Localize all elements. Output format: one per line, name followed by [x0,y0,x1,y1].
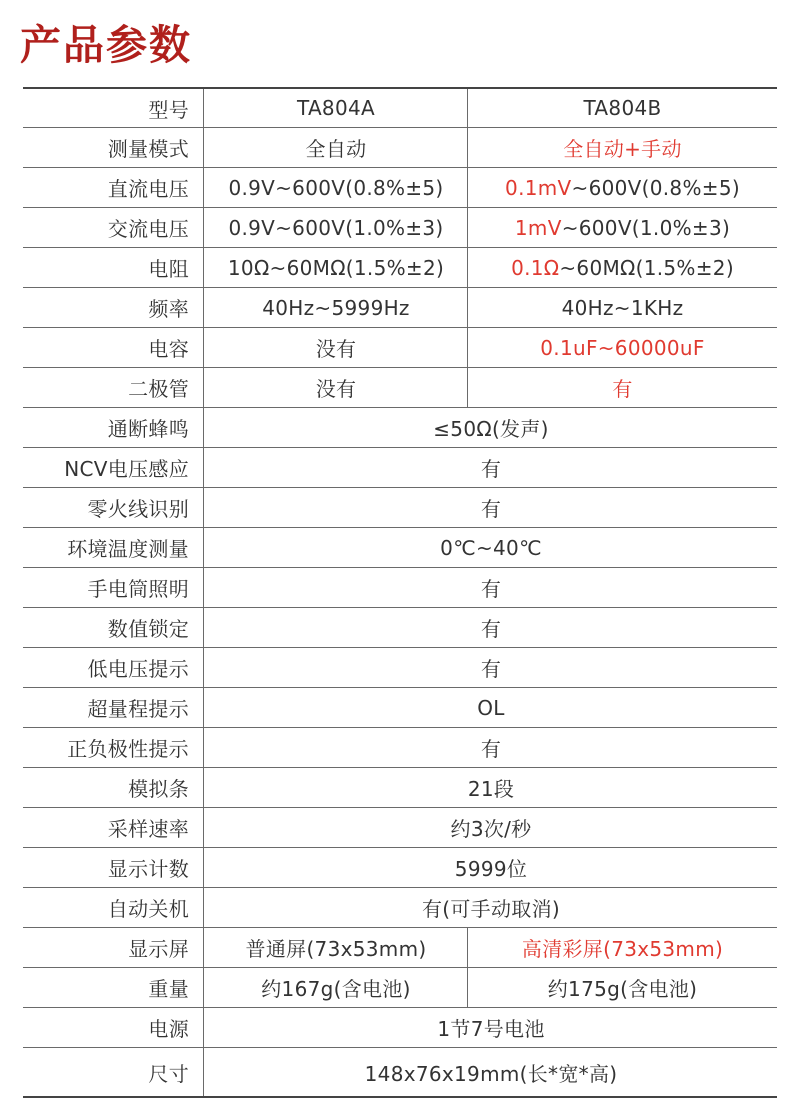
spec-value-shared [205,608,777,647]
spec-value-ta804a [205,208,468,247]
value-text: 40Hz~5999Hz [262,295,410,320]
spec-row [23,688,777,728]
spec-value-shared [205,648,777,687]
page-title: 产品参数 [20,21,192,69]
value-text: 约3次/秒 [450,817,532,841]
spec-value-ta804b [468,368,777,407]
spec-label: 零火线识别 [23,488,204,527]
spec-value-ta804a [205,248,468,287]
spec-value-ta804b [468,89,777,127]
spec-label: 电容 [23,328,204,367]
spec-row [23,288,777,328]
spec-value-shared [205,888,777,927]
spec-value-shared [205,688,777,727]
spec-label: 正负极性提示 [23,728,204,767]
spec-value-ta804b [468,208,777,247]
spec-label: 超量程提示 [23,688,204,727]
spec-value-ta804b [468,288,777,327]
highlight-text: 有 [612,377,633,401]
value-text: 约167g(含电池) [261,977,411,1001]
spec-row [23,648,777,688]
value-text: 40Hz~1KHz [561,295,684,320]
highlight-text: 0.1uF~60000uF [540,335,705,360]
spec-value-ta804a [205,368,468,407]
spec-value-shared [205,528,777,567]
spec-value-ta804b [468,328,777,367]
value-text: OL [477,695,505,720]
highlight-text: 0.1Ω [511,255,560,280]
spec-value-shared [205,488,777,527]
value-text: 有 [480,657,502,681]
spec-value-shared [205,768,777,807]
spec-row [23,808,777,848]
spec-row [23,728,777,768]
spec-label: 重量 [23,968,204,1007]
spec-row [23,1008,777,1048]
spec-value-ta804b [468,968,777,1007]
spec-label: 尺寸 [23,1048,204,1096]
spec-value-ta804a [205,328,468,367]
spec-value-shared [205,408,777,447]
value-text: 没有 [315,377,357,401]
spec-row [23,848,777,888]
spec-row [23,128,777,168]
value-text: 没有 [315,337,357,361]
spec-label: 数值锁定 [23,608,204,647]
value-text: 普通屏(73x53mm) [245,937,427,961]
spec-row [23,528,777,568]
spec-row [23,328,777,368]
spec-row [23,568,777,608]
spec-label: 显示屏 [23,928,204,967]
highlight-text: 全自动+手动 [563,137,682,161]
spec-row [23,608,777,648]
value-text: 21段 [467,777,515,801]
spec-label: 模拟条 [23,768,204,807]
spec-row [23,248,777,288]
value-text: 全自动 [305,137,367,161]
value-text: 0.9V~600V(0.8%±5) [228,175,444,200]
spec-value-shared [205,1048,777,1096]
value-text: TA804B [583,96,662,120]
spec-label: 环境温度测量 [23,528,204,567]
spec-value-shared [205,848,777,887]
spec-label: 交流电压 [23,208,204,247]
spec-row [23,208,777,248]
value-text: TA804A [296,96,375,120]
spec-label: 测量模式 [23,128,204,167]
spec-row [23,87,777,128]
spec-value-ta804a [205,928,468,967]
highlight-text: 1mV [514,215,562,240]
spec-label: 二极管 [23,368,204,407]
value-text: 0.9V~600V(1.0%±3) [228,215,444,240]
value-text: 10Ω~60MΩ(1.5%±2) [227,255,445,280]
spec-row [23,968,777,1008]
spec-row [23,168,777,208]
value-text: 约175g(含电池) [547,977,698,1001]
spec-value-ta804b [468,128,777,167]
spec-row [23,768,777,808]
spec-value-ta804b [468,248,777,287]
value-text: 5999位 [454,857,528,881]
spec-value-shared [205,1008,777,1047]
spec-row [23,488,777,528]
spec-value-ta804a [205,128,468,167]
spec-value-ta804b [468,168,777,207]
spec-label: 手电筒照明 [23,568,204,607]
spec-value-shared [205,448,777,487]
spec-row [23,888,777,928]
spec-value-ta804a [205,168,468,207]
highlight-text: 高清彩屏(73x53mm) [521,937,724,961]
spec-value-ta804a [205,968,468,1007]
value-text: 有 [480,737,502,761]
value-text: 148x76x19mm(长*宽*高) [364,1061,618,1086]
spec-table [23,87,777,1098]
value-text: 1节7号电池 [437,1017,545,1041]
spec-row [23,928,777,968]
spec-row [23,1048,777,1098]
spec-label: 频率 [23,288,204,327]
spec-row [23,448,777,488]
spec-value-shared [205,808,777,847]
spec-value-shared [205,728,777,767]
spec-label: 自动关机 [23,888,204,927]
spec-row [23,368,777,408]
spec-value-ta804a [205,288,468,327]
value-text: ~60MΩ(1.5%±2) [559,255,734,280]
value-text: 有 [480,617,502,641]
spec-label: 显示计数 [23,848,204,887]
value-text: ≤50Ω(发声) [433,417,549,441]
spec-label: NCV电压感应 [23,448,204,487]
value-text: 有 [480,497,502,521]
value-text: ~600V(0.8%±5) [571,175,740,200]
value-text: 有(可手动取消) [421,897,560,921]
spec-value-ta804a [205,89,468,127]
spec-label: 通断蜂鸣 [23,408,204,447]
highlight-text: 0.1mV [505,175,572,200]
value-text: ~600V(1.0%±3) [561,215,731,240]
spec-row [23,408,777,448]
value-text: 有 [480,457,502,481]
spec-label: 电源 [23,1008,204,1047]
value-text: 0℃~40℃ [440,535,542,560]
spec-label: 型号 [23,89,204,127]
spec-value-ta804b [468,928,777,967]
value-text: 有 [480,577,502,601]
spec-value-shared [205,568,777,607]
spec-label: 电阻 [23,248,204,287]
spec-label: 直流电压 [23,168,204,207]
spec-label: 采样速率 [23,808,204,847]
spec-label: 低电压提示 [23,648,204,687]
